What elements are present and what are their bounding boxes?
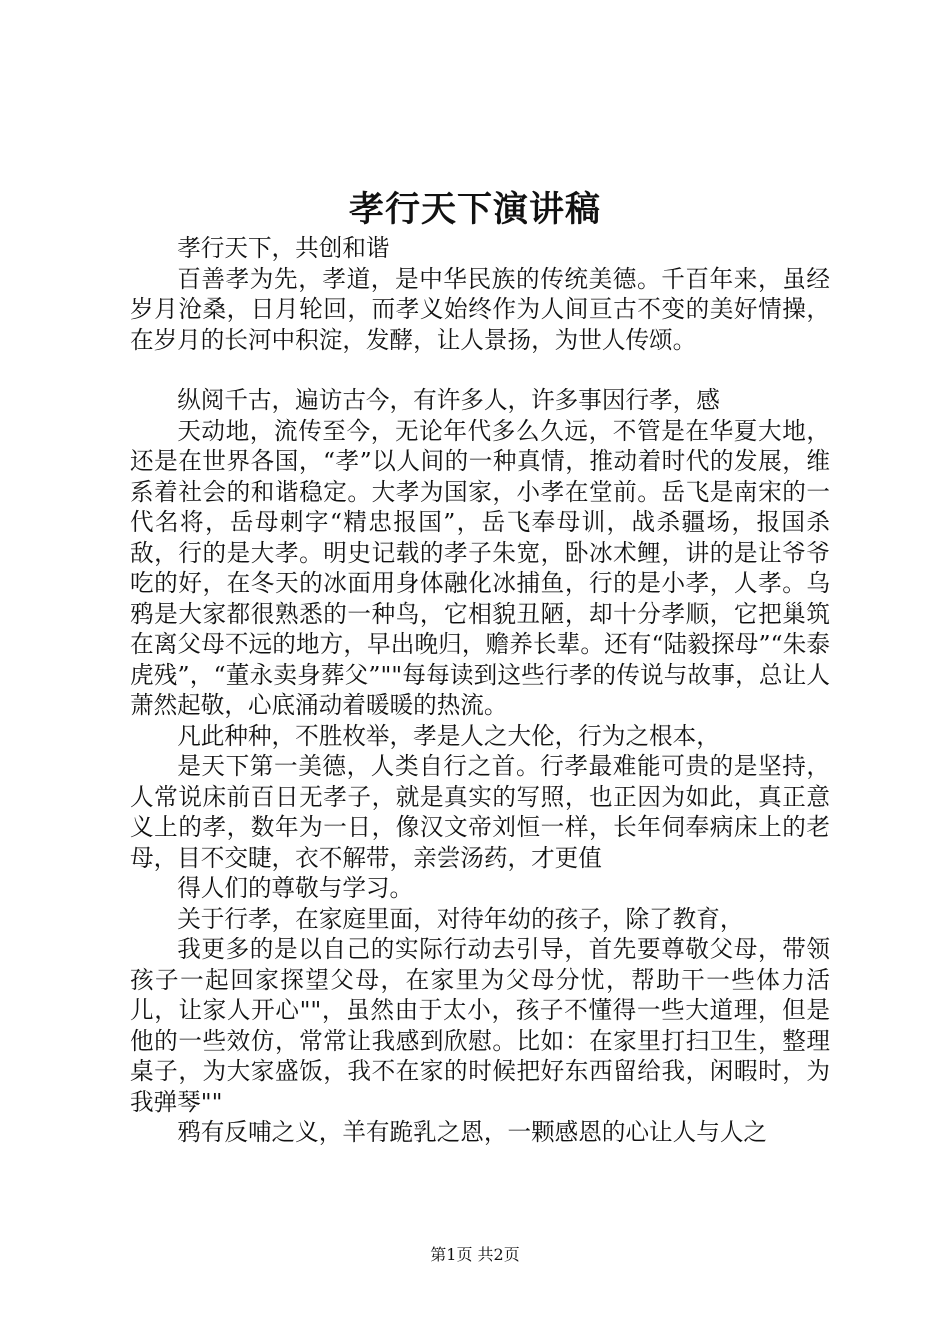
body-paragraph: 关于行孝，在家庭里面，对待年幼的孩子，除了教育，: [177, 904, 744, 933]
subtitle-paragraph: 孝行天下，共创和谐: [177, 234, 390, 262]
page-number-footer: 第1页 共2页: [430, 1245, 520, 1264]
body-paragraph: 是天下第一美德，人类自行之首。行孝最难能可贵的是坚持，人常说床前百日无孝子，就是真实的写照，也正因为如此，真正意义上的孝，数年为一日，像汉文帝刘恒一样，长年伺奉病床上的老母，目不交睫，衣不解带，亲尝汤药，才更值: [130, 752, 830, 872]
body-paragraph: 百善孝为先，孝道，是中华民族的传统美德。千百年来，虽经岁月沧桑，日月轮回，而孝义始终作为人间亘古不变的美好情操，在岁月的长河中积淀，发酵，让人景扬，为世人传颂。: [130, 264, 830, 354]
document-body: [130, 233, 830, 1148]
body-paragraph: 鸦有反哺之义，羊有跪乳之恩，一颗感恩的心让人与人之: [177, 1118, 768, 1146]
body-paragraph: 纵阅千古，遍访古今，有许多人，许多事因行孝，感: [177, 386, 720, 414]
body-paragraph: 我更多的是以自己的实际行动去引导，首先要尊敬父母，带领孩子一起回家探望父母，在家里为父母分忧，帮助干一些体力活儿，让家人开心""，虽然由于太小，孩子不懂得一些大道理，但是他的一些效仿，常常让我感到欣慰。比如：在家里打扫卫生，整理桌子，为大家盛饭，我不在家的时候把好东西留给我，闲暇时，为我弹琴"": [130, 935, 830, 1116]
body-paragraph: 凡此种种，不胜枚举，孝是人之大伦，行为之根本，: [177, 721, 720, 750]
paragraph-spacer: [130, 355, 830, 385]
body-paragraph: 天动地，流传至今，无论年代多么久远，不管是在华夏大地，还是在世界各国，“孝”以人间的一种真情，推动着时代的发展，维系着社会的和谐稳定。大孝为国家，小孝在堂前。岳飞是南宋的一代名将，岳母刺字“精忠报国”，岳飞奉母训，战杀疆场，报国杀敌，行的是大孝。明史记载的孝子朱宽，卧冰术鲤，讲的是让爷爷吃的好，在冬天的冰面用身体融化冰捕鱼，行的是小孝，人孝。乌鸦是大家都很熟悉的一种鸟，它相貌丑陋，却十分孝顺，它把巢筑在离父母不远的地方，早出晚归，赡养长辈。还有“陆毅探母”“朱泰虎残”，“董永卖身葬父”""每每读到这些行孝的传说与故事，总让人萧然起敬，心底涌动着暖暖的热流。: [130, 416, 830, 719]
body-paragraph: 得人们的尊敬与学习。: [177, 874, 414, 902]
page-title: 孝行天下演讲稿: [348, 189, 601, 230]
